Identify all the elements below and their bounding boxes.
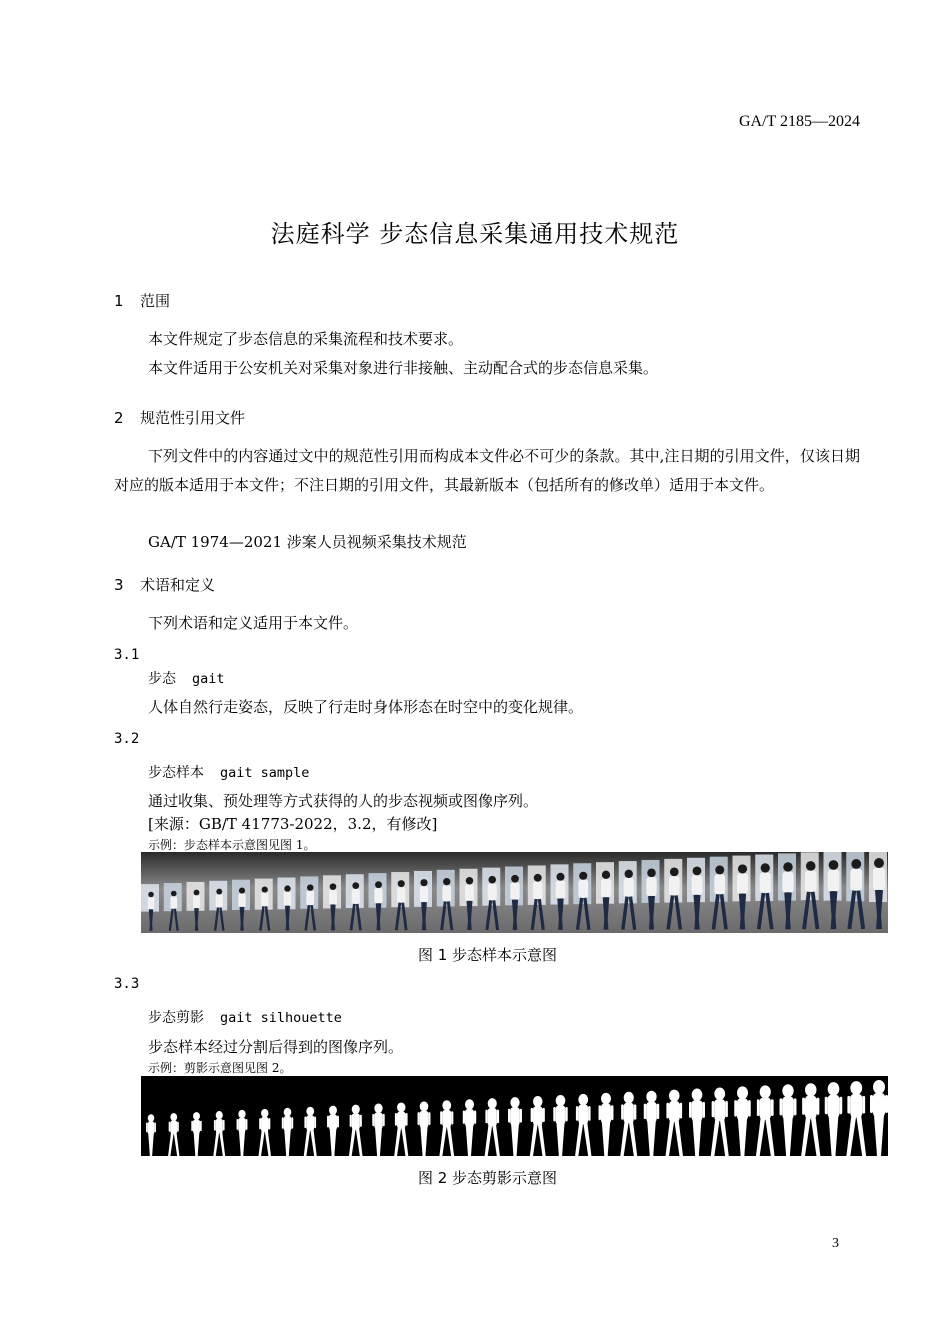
term-definition: 人体自然行走姿态，反映了行走时身体形态在时空中的变化规律。 xyxy=(148,698,584,716)
gait-silhouette-figure xyxy=(141,1076,888,1156)
term-zh: 步态剪影 xyxy=(148,1010,204,1026)
section-number: 1 xyxy=(114,292,124,310)
terms-intro: 下列术语和定义适用于本文件。 xyxy=(148,614,359,632)
gait-silhouette-image xyxy=(141,1076,888,1156)
section-title: 范围 xyxy=(140,292,171,310)
section-title: 规范性引用文件 xyxy=(140,409,246,427)
term-en: gait silhouette xyxy=(220,1010,342,1026)
term-number: 3.2 xyxy=(114,731,140,747)
section-1-heading xyxy=(114,290,170,311)
term-number: 3.1 xyxy=(114,647,140,663)
example-note: 示例：步态样本示意图见图 1。 xyxy=(148,838,316,852)
term-en: gait xyxy=(192,671,225,687)
example-note: 示例：剪影示意图见图 2。 xyxy=(148,1061,292,1075)
normative-paragraph: 下列文件中的内容通过文中的规范性引用而构成本文件必不可少的条款。其中,注日期的引用文件，仅该日期对应的版本适用于本文件；不注日期的引用文件，其最新版本（包括所有的修改单）适用于本文件。 xyxy=(114,447,860,494)
term-source: [来源：GB/T 41773-2022，3.2，有修改] xyxy=(148,815,438,833)
gait-sample-image xyxy=(141,852,888,933)
term-3-2 xyxy=(148,762,309,782)
section-number: 3 xyxy=(114,576,124,594)
document-number: GA/T 2185—2024 xyxy=(738,113,860,130)
figure-2-caption: 图 2 步态剪影示意图 xyxy=(417,1169,558,1187)
section-title: 术语和定义 xyxy=(140,576,216,594)
section-2-heading xyxy=(114,407,245,428)
term-definition: 通过收集、预处理等方式获得的人的步态视频或图像序列。 xyxy=(148,792,539,810)
page-title: 法庭科学 步态信息采集通用技术规范 xyxy=(270,220,680,248)
term-en: gait sample xyxy=(220,765,310,781)
scope-paragraph-1: 本文件规定了步态信息的采集流程和技术要求。 xyxy=(148,330,464,348)
page-number: 3 xyxy=(832,1236,839,1251)
term-number: 3.3 xyxy=(114,976,140,992)
term-zh: 步态 xyxy=(148,671,176,687)
term-zh: 步态样本 xyxy=(148,765,204,781)
figure-1-caption: 图 1 步态样本示意图 xyxy=(417,946,558,964)
term-3-3 xyxy=(148,1007,342,1027)
term-definition: 步态样本经过分割后得到的图像序列。 xyxy=(148,1038,404,1056)
section-3-heading xyxy=(114,574,215,595)
normative-reference: GA/T 1974—2021 涉案人员视频采集技术规范 xyxy=(148,533,467,551)
scope-paragraph-2: 本文件适用于公安机关对采集对象进行非接触、主动配合式的步态信息采集。 xyxy=(148,359,659,377)
gait-sample-figure xyxy=(141,852,888,933)
term-3-1 xyxy=(148,668,225,688)
section-number: 2 xyxy=(114,409,124,427)
